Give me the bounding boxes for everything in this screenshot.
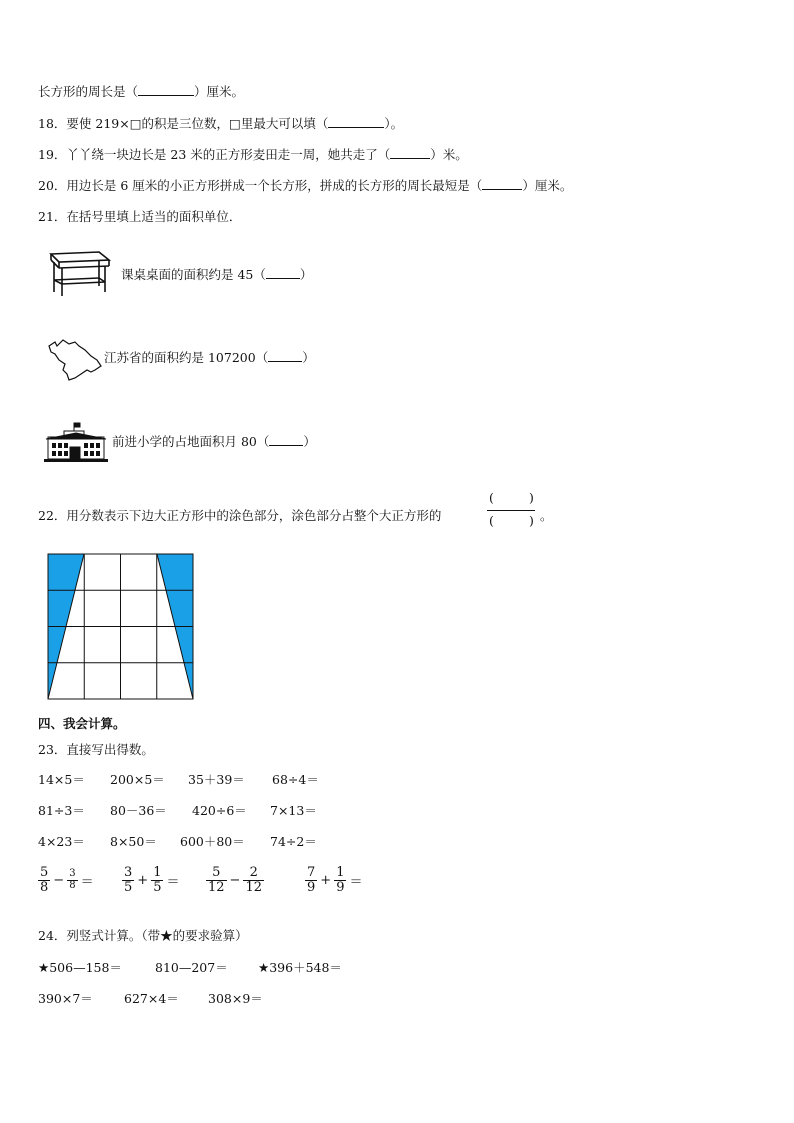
- fraction-answer-box[interactable]: [487, 490, 537, 534]
- answer-blank[interactable]: [328, 115, 384, 129]
- q20-text-pre: 20．用边长是 6 厘米的小正方形拼成一个长方形，拼成的长方形的周长最短是（: [38, 178, 483, 193]
- calc-item: 7×13＝: [270, 803, 317, 818]
- q21-province-post: ）: [302, 350, 315, 365]
- calc-item: 4×23＝: [38, 834, 85, 849]
- q17-tail: [38, 82, 244, 100]
- calc-item: 8×50＝: [110, 834, 157, 849]
- calc-item: 68÷4＝: [272, 772, 319, 787]
- q17-text-pre: 长方形的周长是（: [38, 84, 139, 99]
- vertical-calc-item: 308×9＝: [208, 991, 263, 1006]
- calc-item: 80－36＝: [110, 803, 167, 818]
- paren-open: (: [489, 513, 494, 528]
- fraction: $\frac{7}{9}$: [307, 865, 316, 895]
- q21-school-post: ）: [303, 434, 316, 449]
- paren-close: ): [529, 490, 534, 505]
- fraction-bar: [487, 510, 535, 511]
- desk-icon: [47, 248, 111, 298]
- paren-open: (: [489, 490, 494, 505]
- fraction-expr: $\frac{7}{9}$ + $\frac{1}{9}$ ＝: [307, 865, 363, 895]
- fraction-expr: $\frac{5}{12}$ − $\frac{2}{12}$: [208, 865, 262, 895]
- calc-item: 35＋39＝: [188, 772, 245, 787]
- vertical-calc-item: ★506—158＝: [38, 960, 122, 975]
- question-20: [38, 176, 572, 194]
- question-21-title: 21．在括号里填上适当的面积单位．: [38, 209, 242, 224]
- q22-end: 。: [540, 508, 553, 523]
- q21-desk-post: ）: [299, 267, 313, 282]
- answer-blank[interactable]: [268, 349, 302, 363]
- fraction: $\frac{5}{8}$: [40, 865, 49, 895]
- fraction: $\frac{5}{12}$: [208, 865, 225, 895]
- answer-blank[interactable]: [269, 433, 303, 447]
- q21-province-pre: 江苏省的面积约是 107200（: [104, 350, 269, 365]
- fraction: $\frac{3}{8}$: [69, 868, 76, 891]
- q21-school-item: [112, 432, 316, 450]
- q18-text-pre: 18．要使 219×□的积是三位数，□里最大可以填（: [38, 116, 329, 131]
- calc-item: 420÷6＝: [192, 803, 247, 818]
- answer-blank[interactable]: [266, 266, 300, 280]
- section-4-heading: 四、我会计算。: [38, 716, 126, 731]
- vertical-calc-item: 390×7＝: [38, 991, 93, 1006]
- answer-blank[interactable]: [390, 146, 430, 160]
- paren-close: ): [529, 513, 534, 528]
- answer-blank[interactable]: [482, 177, 522, 191]
- question-19: [38, 145, 468, 163]
- school-building-icon: [44, 421, 108, 463]
- fraction-expr: $\frac{5}{8}$ − $\frac{3}{8}$ ＝: [40, 865, 94, 895]
- fraction: $\frac{1}{5}$: [153, 865, 162, 895]
- q21-desk-pre: 课桌桌面的面积约是 45（: [121, 267, 266, 282]
- shaded-square-grid: [47, 553, 195, 701]
- question-23-title: 23．直接写出得数。: [38, 742, 154, 757]
- fraction: $\frac{1}{9}$: [336, 865, 345, 895]
- calc-item: 600＋80＝: [180, 834, 245, 849]
- fraction: $\frac{2}{12}$: [245, 865, 262, 895]
- q19-text-pre: 19．丫丫绕一块边长是 23 米的正方形麦田走一周，她共走了（: [38, 147, 391, 162]
- province-map-icon: [45, 336, 103, 382]
- vertical-calc-item: ★396＋548＝: [258, 960, 342, 975]
- q21-desk-item: [121, 265, 312, 283]
- calc-item: 74÷2＝: [270, 834, 317, 849]
- fraction-expr: $\frac{3}{5}$ + $\frac{1}{5}$ ＝: [124, 865, 180, 895]
- calc-item: 14×5＝: [38, 772, 85, 787]
- fraction: $\frac{3}{5}$: [124, 865, 133, 895]
- question-22: [38, 506, 441, 524]
- q22-text: 22．用分数表示下边大正方形中的涂色部分，涂色部分占整个大正方形的: [38, 508, 442, 523]
- q19-text-post: ）米。: [430, 147, 468, 162]
- calc-item: 81÷3＝: [38, 803, 85, 818]
- q21-school-pre: 前进小学的占地面积月 80（: [112, 434, 270, 449]
- q21-province-item: [104, 348, 315, 366]
- q18-text-post: ）。: [384, 116, 404, 131]
- q17-text-post: ）厘米。: [194, 84, 245, 99]
- q20-text-post: ）厘米。: [522, 178, 573, 193]
- vertical-calc-item: 810—207＝: [155, 960, 228, 975]
- question-18: [38, 114, 403, 132]
- vertical-calc-item: 627×4＝: [124, 991, 179, 1006]
- calc-item: 200×5＝: [110, 772, 165, 787]
- answer-blank[interactable]: [138, 83, 194, 97]
- question-24-title: 24．列竖式计算。（带★的要求验算）: [38, 928, 248, 943]
